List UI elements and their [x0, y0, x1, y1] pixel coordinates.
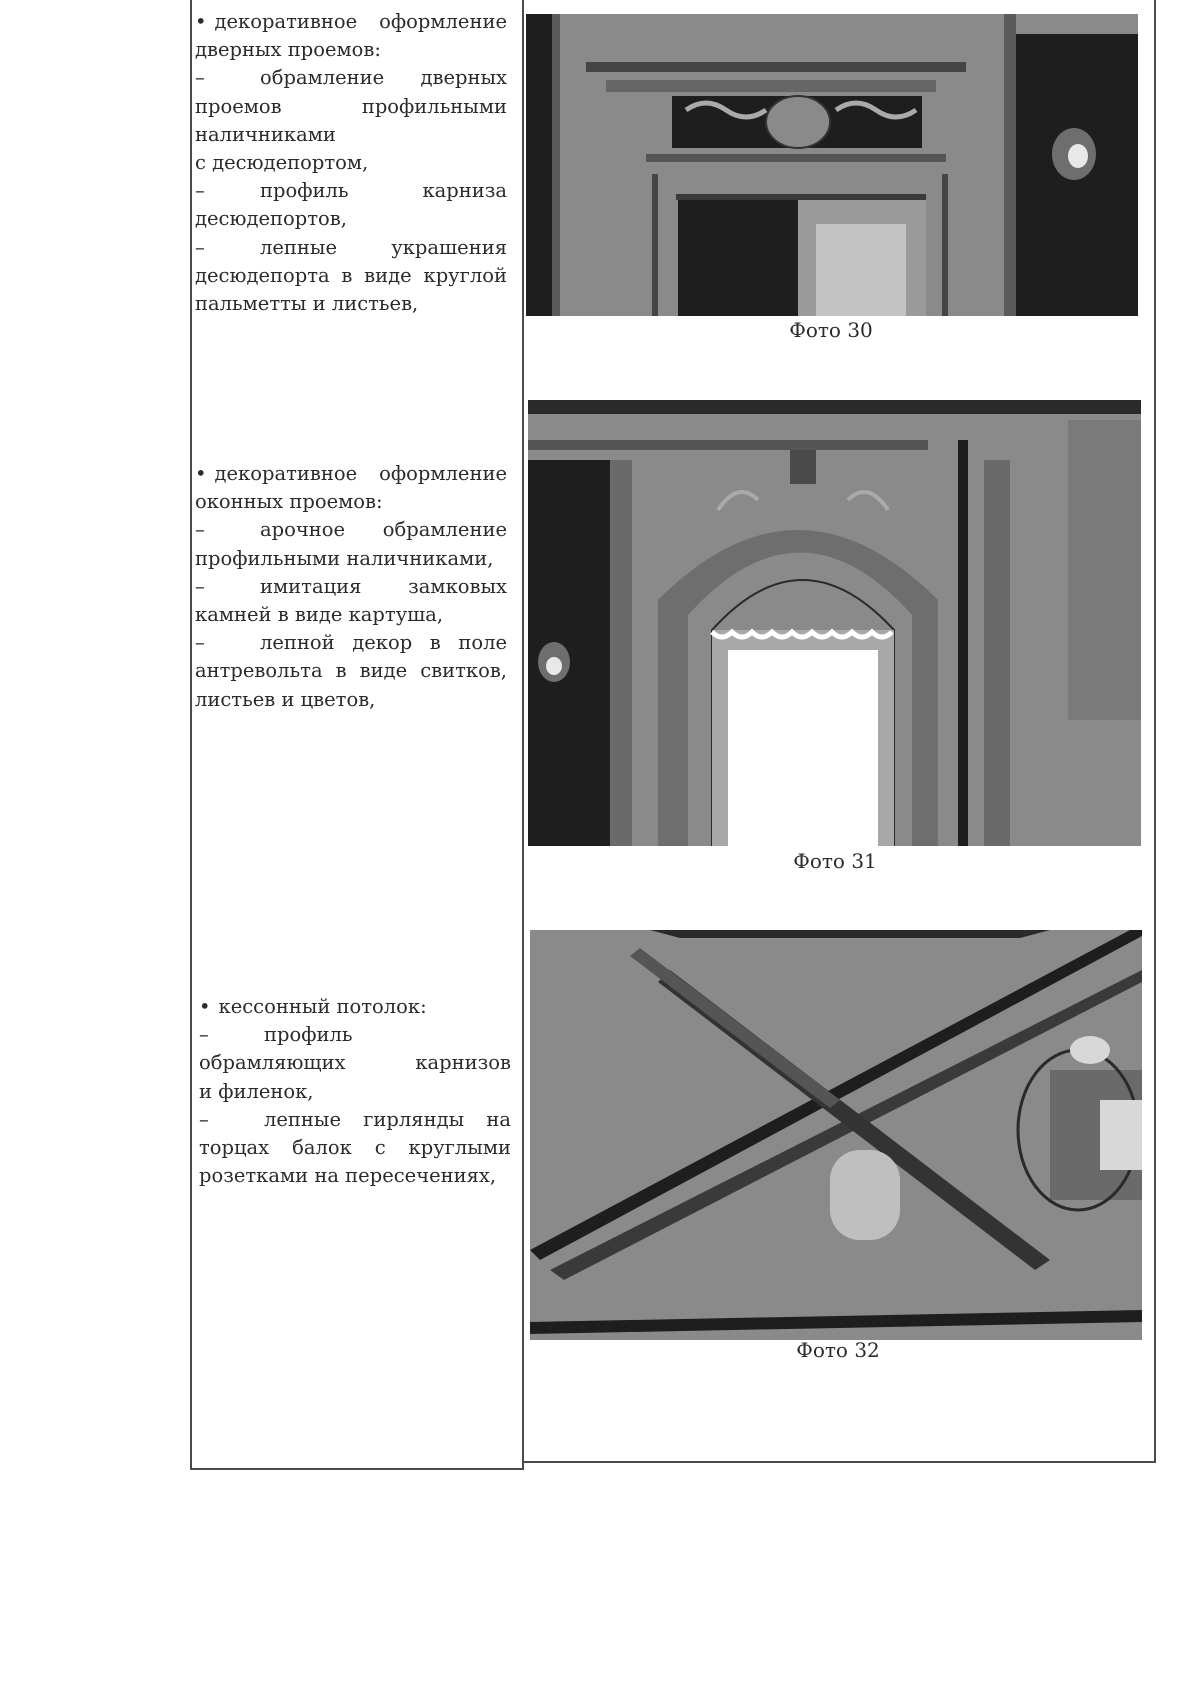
dash-marker: –: [195, 235, 205, 259]
text-line: торцах балок с круглыми: [199, 1136, 511, 1160]
text-line: десюдепортов,: [195, 207, 347, 231]
dash-marker: –: [195, 631, 205, 655]
text-line: розетками на пересечениях,: [199, 1164, 497, 1188]
dash-marker: –: [199, 1107, 209, 1131]
dash-marker: –: [199, 1023, 209, 1047]
photo-31-arched-window: [528, 400, 1141, 846]
dash-marker: –: [195, 66, 205, 90]
text-line: и филенок,: [199, 1079, 314, 1103]
description-coffered-ceiling: [199, 993, 511, 1190]
text-line: дверных проемов:: [195, 38, 381, 62]
table-right-border: [1154, 0, 1156, 1463]
text-line: оконных проемов:: [195, 490, 383, 514]
sub-item-text: арочное обрамление: [260, 518, 507, 542]
sub-item-line: [195, 234, 507, 262]
sub-item-text: профиль: [264, 1023, 353, 1047]
sub-item-text: имитация замковых: [260, 574, 507, 598]
photo-31-caption: Фото 31: [793, 849, 877, 873]
dash-marker: –: [195, 179, 205, 203]
sub-item-text: профиль карниза: [260, 179, 507, 203]
text-line: проемов профильными: [195, 94, 507, 118]
text-line: десюдепорта в виде круглой: [195, 263, 507, 287]
photo-32-caption: Фото 32: [796, 1338, 880, 1362]
table-column-divider: [522, 0, 524, 1470]
bullet-heading: • декоративное оформление: [195, 8, 507, 36]
text-line: наличниками: [195, 122, 336, 146]
sub-item-line: [199, 1106, 511, 1134]
text-line: листьев и цветов,: [195, 687, 376, 711]
sub-item-line: [195, 573, 507, 601]
sub-item-line: [195, 64, 507, 92]
sub-item-line: [195, 516, 507, 544]
text-line: пальметты и листьев,: [195, 292, 419, 316]
photo-30-caption: Фото 30: [789, 318, 873, 342]
bullet-heading: • кессонный потолок:: [199, 993, 511, 1021]
bullet-heading: • декоративное оформление: [195, 460, 507, 488]
table-bottom-border-right: [522, 1461, 1156, 1463]
text-line: профильными наличниками,: [195, 546, 494, 570]
dash-marker: –: [195, 574, 205, 598]
photo-32-coffered-ceiling: [530, 930, 1142, 1340]
sub-item-line: [199, 1021, 511, 1049]
photo-30-door-overdoor: [526, 14, 1138, 316]
sub-item-text: лепные украшения: [260, 235, 507, 259]
sub-item-text: лепные гирлянды на: [264, 1107, 511, 1131]
sub-item-text: лепной декор в поле: [260, 631, 507, 655]
photo-30-image: [526, 14, 1138, 316]
description-window-openings: [195, 460, 507, 714]
table-bottom-border: [190, 1468, 523, 1470]
sub-item-line: [195, 177, 507, 205]
description-door-openings: [195, 8, 507, 318]
table-left-border: [190, 0, 192, 1470]
sub-item-line: [195, 629, 507, 657]
text-line: камней в виде картуша,: [195, 603, 444, 627]
sub-item-text: обрамление дверных: [260, 66, 507, 90]
dash-marker: –: [195, 518, 205, 542]
photo-31-image: [528, 400, 1141, 846]
photo-32-image: [530, 930, 1142, 1340]
text-line: обрамляющих карнизов: [199, 1051, 511, 1075]
text-line: с десюдепортом,: [195, 151, 369, 175]
text-line: антревольта в виде свитков,: [195, 659, 507, 683]
